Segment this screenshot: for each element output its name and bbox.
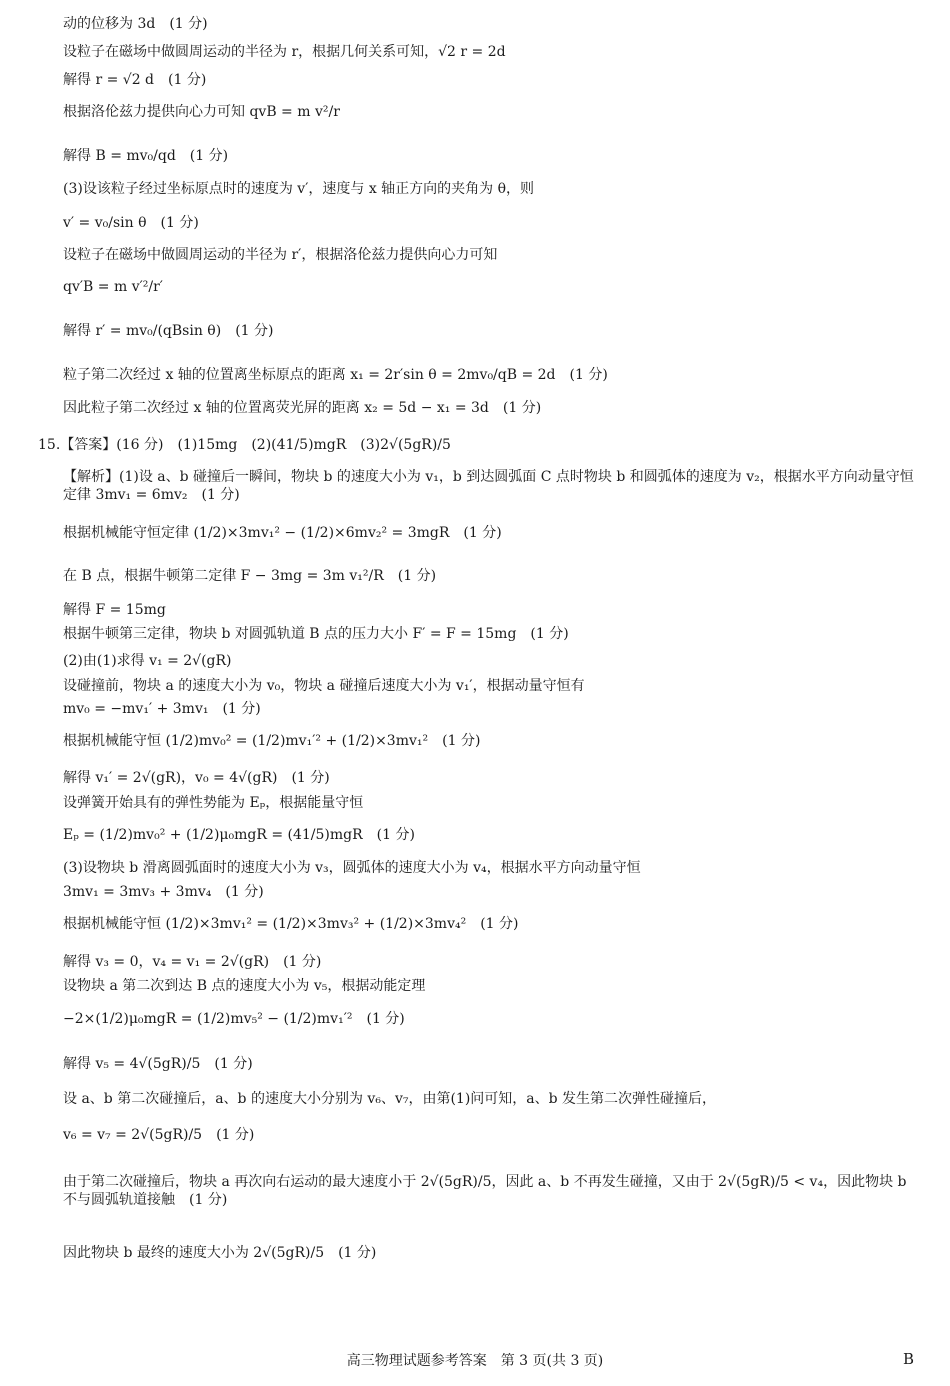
text-line: 因此粒子第二次经过 x 轴的位置离荧光屏的距离 x₂ = 5d − x₁ = 3d (1 分) [63,400,542,416]
text-line: 解得 B = mv₀/qd (1 分) [63,148,229,164]
page-footer: 高三物理试题参考答案 第 3 页(共 3 页) [346,1353,604,1369]
text-line: 设物块 a 第二次到达 B 点的速度大小为 v₅，根据动能定理 [63,978,426,994]
text-line: 解得 r′ = mv₀/(qBsin θ) (1 分) [63,323,274,339]
text-line: 根据机械能守恒 (1/2)mv₀² = (1/2)mv₁′² + (1/2)×3mv₁² (1 分) [63,733,481,749]
text-line: 动的位移为 3d (1 分) [63,16,208,32]
text-line: 粒子第二次经过 x 轴的位置离坐标原点的距离 x₁ = 2r′sin θ = 2mv₀/qB = 2d (1 分) [63,367,608,383]
text-line: Eₚ = (1/2)mv₀² + (1/2)μ₀mgR = (41/5)mgR (1 分) [63,827,415,843]
text-line: mv₀ = −mv₁′ + 3mv₁ (1 分) [63,701,261,717]
text-line: −2×(1/2)μ₀mgR = (1/2)mv₅² − (1/2)mv₁′² (1 分) [63,1011,405,1027]
text-line: 设粒子在磁场中做圆周运动的半径为 r′，根据洛伦兹力提供向心力可知 [63,247,498,263]
text-line: (2)由(1)求得 v₁ = 2√(gR) [63,653,232,669]
text-line: (3)设物块 b 滑离圆弧面时的速度大小为 v₃，圆弧体的速度大小为 v₄，根据水平方向动量守恒 [63,860,641,876]
text-line: 根据牛顿第三定律，物块 b 对圆弧轨道 B 点的压力大小 F′ = F = 15mg (1 分) [63,626,569,642]
analysis-paragraph: 【解析】(1)设 a、b 碰撞后一瞬间，物块 b 的速度大小为 v₁，b 到达圆弧面 C 点时物块 b 和圆弧体的速度为 v₂，根据水平方向动量守恒定律 3mv₁ = 6mv₂ (1 分) [63,469,914,503]
answer-heading: 15.【答案】(16 分) (1)15mg (2)(41/5)mgR (3)2√(5gR)/5 [38,437,451,453]
text-line: 解得 v₅ = 4√(5gR)/5 (1 分) [63,1056,253,1072]
text-line: 设碰撞前，物块 a 的速度大小为 v₀，物块 a 碰撞后速度大小为 v₁′，根据动量守恒有 [63,678,585,694]
text-line: 解得 F = 15mg [63,602,166,618]
text-line: 3mv₁ = 3mv₃ + 3mv₄ (1 分) [63,884,264,900]
text-line: 根据洛伦兹力提供向心力可知 qvB = m v²/r [63,104,340,120]
text-line: 根据机械能守恒 (1/2)×3mv₁² = (1/2)×3mv₃² + (1/2)×3mv₄² (1 分) [63,916,519,932]
text-line: 设粒子在磁场中做圆周运动的半径为 r，根据几何关系可知，√2 r = 2d [63,44,506,60]
text-line: 根据机械能守恒定律 (1/2)×3mv₁² − (1/2)×6mv₂² = 3mgR (1 分) [63,525,502,541]
text-line: 设弹簧开始具有的弹性势能为 Eₚ，根据能量守恒 [63,795,364,811]
text-line: qv′B = m v′²/r′ [63,279,163,295]
text-line: (3)设该粒子经过坐标原点时的速度为 v′，速度与 x 轴正方向的夹角为 θ，则 [63,181,535,197]
text-line: 解得 v₃ = 0，v₄ = v₁ = 2√(gR) (1 分) [63,954,322,970]
text-line: 因此物块 b 最终的速度大小为 2√(5gR)/5 (1 分) [63,1245,377,1261]
version-letter: B [903,1350,915,1368]
text-line: v′ = v₀/sin θ (1 分) [63,215,199,231]
text-line: 解得 v₁′ = 2√(gR)，v₀ = 4√(gR) (1 分) [63,770,330,786]
text-line: 在 B 点，根据牛顿第二定律 F − 3mg = 3m v₁²/R (1 分) [63,568,437,584]
text-line: v₆ = v₇ = 2√(5gR)/5 (1 分) [63,1127,255,1143]
conclusion-paragraph: 由于第二次碰撞后，物块 a 再次向右运动的最大速度小于 2√(5gR)/5，因此 a、b 不再发生碰撞，又由于 2√(5gR)/5 < v₄，因此物块 b 不与圆弧轨道接触 (1 分) [63,1174,907,1208]
text-line: 解得 r = √2 d (1 分) [63,72,207,88]
text-line: 设 a、b 第二次碰撞后，a、b 的速度大小分别为 v₆、v₇，由第(1)问可知，a、b 发生第二次弹性碰撞后， [63,1091,717,1107]
